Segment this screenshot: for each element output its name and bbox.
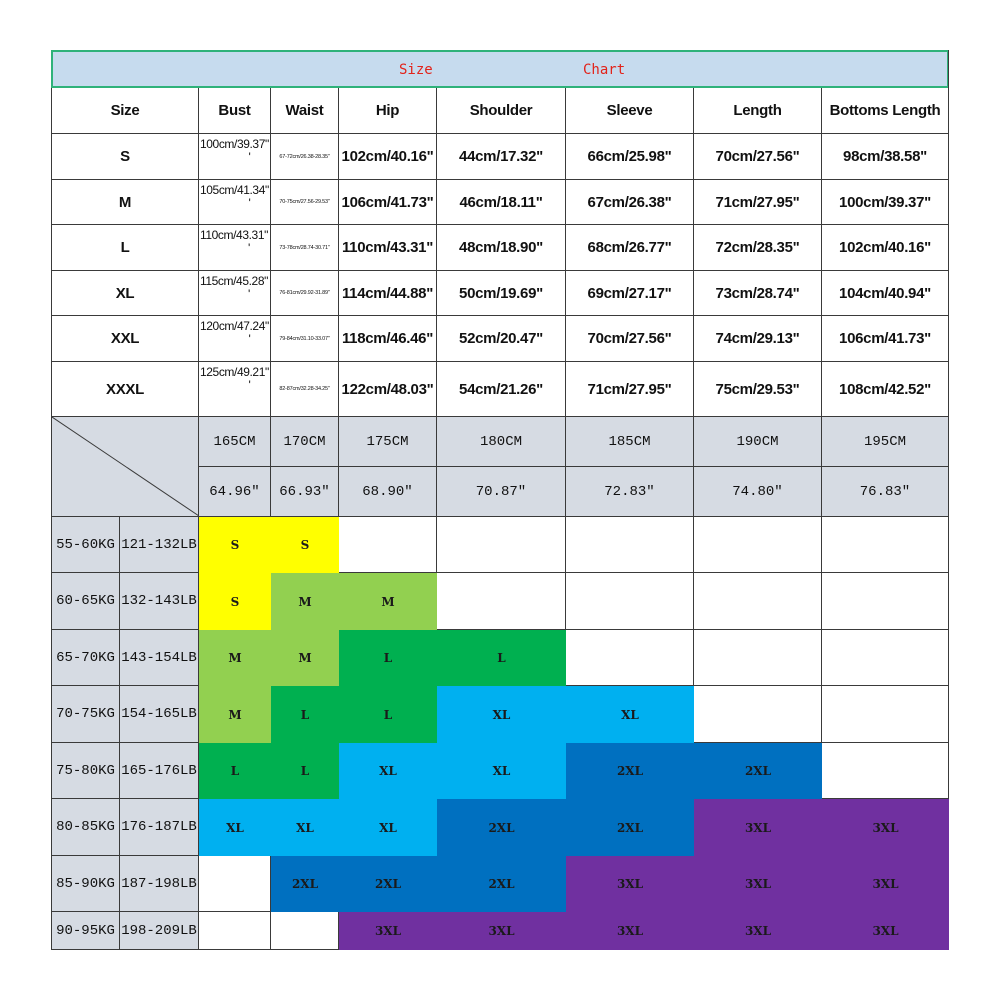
size-cell: XXL (51, 316, 199, 362)
height-cm-6: 195CM (822, 417, 949, 467)
shoulder-cell: 52cm/20.47" (437, 316, 566, 362)
header-2: Waist (271, 88, 339, 134)
size-recommendation-cell (694, 686, 822, 743)
header-7: Bottoms Length (822, 88, 949, 134)
bust-tail: ' (248, 150, 251, 164)
length-cell: 70cm/27.56" (694, 134, 822, 180)
weight-lb-1: 132-143LB (120, 573, 199, 630)
size-recommendation-cell: 2XL (566, 743, 694, 799)
height-cm-5: 190CM (694, 417, 822, 467)
size-recommendation-cell: 3XL (566, 912, 694, 950)
sleeve-cell: 71cm/27.95" (566, 362, 694, 417)
size-recommendation-cell: 2XL (694, 743, 822, 799)
header-6: Length (694, 88, 822, 134)
header-0: Size (51, 88, 199, 134)
shoulder-cell: 46cm/18.11" (437, 180, 566, 225)
size-recommendation-cell: 3XL (822, 799, 949, 856)
weight-lb-6: 187-198LB (120, 856, 199, 912)
waist-cell: 70-75cm/27.56-29.53" (271, 180, 339, 225)
size-recommendation-cell (694, 630, 822, 686)
size-recommendation-cell: 3XL (566, 856, 694, 912)
bust-tail: ' (248, 332, 251, 346)
size-recommendation-cell (822, 630, 949, 686)
weight-lb-2: 143-154LB (120, 630, 199, 686)
weight-kg-5: 80-85KG (51, 799, 120, 856)
size-recommendation-cell: M (199, 686, 271, 743)
size-recommendation-cell: 2XL (437, 799, 566, 856)
length-cell: 74cm/29.13" (694, 316, 822, 362)
size-recommendation-cell: M (199, 630, 271, 686)
bust-tail: ' (248, 196, 251, 210)
size-recommendation-cell: 3XL (694, 856, 822, 912)
size-recommendation-cell: L (339, 686, 437, 743)
size-recommendation-cell (822, 517, 949, 573)
size-recommendation-cell (822, 743, 949, 799)
size-recommendation-cell (437, 517, 566, 573)
bust-value: 120cm/47.24" (200, 319, 269, 333)
height-cm-3: 180CM (437, 417, 566, 467)
size-cell: S (51, 134, 199, 180)
header-3: Hip (339, 88, 437, 134)
bust-value: 115cm/45.28" (200, 274, 268, 288)
size-recommendation-cell: L (437, 630, 566, 686)
height-inch-4: 72.83" (566, 467, 694, 517)
height-cm-1: 170CM (271, 417, 339, 467)
size-recommendation-cell: M (271, 573, 339, 630)
size-recommendation-cell: XL (437, 686, 566, 743)
bust-cell (199, 316, 271, 362)
length-cell: 73cm/28.74" (694, 271, 822, 316)
bottoms-cell: 100cm/39.37" (822, 180, 949, 225)
size-recommendation-cell (822, 573, 949, 630)
size-recommendation-cell (566, 630, 694, 686)
bottoms-cell: 106cm/41.73" (822, 316, 949, 362)
size-recommendation-cell: XL (339, 799, 437, 856)
size-cell: L (51, 225, 199, 271)
shoulder-cell: 44cm/17.32" (437, 134, 566, 180)
hip-cell: 118cm/46.46" (339, 316, 437, 362)
size-recommendation-cell: L (271, 743, 339, 799)
sleeve-cell: 68cm/26.77" (566, 225, 694, 271)
waist-cell: 79-84cm/31.10-33.07" (271, 316, 339, 362)
bust-tail: ' (248, 241, 250, 255)
length-cell: 72cm/28.35" (694, 225, 822, 271)
sleeve-cell: 66cm/25.98" (566, 134, 694, 180)
size-recommendation-cell: 3XL (694, 912, 822, 950)
height-inch-3: 70.87" (437, 467, 566, 517)
hip-cell: 110cm/43.31" (339, 225, 437, 271)
size-recommendation-cell: XL (271, 799, 339, 856)
bottoms-cell: 102cm/40.16" (822, 225, 949, 271)
shoulder-cell: 48cm/18.90" (437, 225, 566, 271)
size-recommendation-cell: 2XL (271, 856, 339, 912)
size-recommendation-cell: L (271, 686, 339, 743)
size-recommendation-cell (566, 517, 694, 573)
shoulder-cell: 50cm/19.69" (437, 271, 566, 316)
title-size: Size (399, 62, 433, 78)
waist-cell: 76-81cm/29.92-31.89" (271, 271, 339, 316)
size-recommendation-cell: S (199, 517, 271, 573)
weight-kg-0: 55-60KG (51, 517, 120, 573)
header-4: Shoulder (437, 88, 566, 134)
hip-cell: 106cm/41.73" (339, 180, 437, 225)
weight-kg-4: 75-80KG (51, 743, 120, 799)
size-recommendation-cell: XL (566, 686, 694, 743)
size-recommendation-cell: 3XL (822, 856, 949, 912)
size-recommendation-cell: 3XL (694, 799, 822, 856)
waist-cell: 73-78cm/28.74-30.71" (271, 225, 339, 271)
bust-value: 105cm/41.34" (200, 183, 269, 197)
bust-value: 125cm/49.21" (200, 365, 269, 379)
bust-value: 100cm/39.37" (200, 137, 269, 151)
size-recommendation-cell: 2XL (339, 856, 437, 912)
bust-cell (199, 362, 271, 417)
shoulder-cell: 54cm/21.26" (437, 362, 566, 417)
size-recommendation-cell (566, 573, 694, 630)
size-chart-grid (51, 50, 949, 950)
size-recommendation-cell: L (339, 630, 437, 686)
hip-cell: 102cm/40.16" (339, 134, 437, 180)
weight-kg-7: 90-95KG (51, 912, 120, 950)
bust-tail: ' (248, 287, 250, 301)
height-inch-2: 68.90" (339, 467, 437, 517)
size-recommendation-cell: 2XL (566, 799, 694, 856)
size-cell: XL (51, 271, 199, 316)
size-recommendation-cell: XL (199, 799, 271, 856)
size-recommendation-cell (339, 517, 437, 573)
size-recommendation-cell: L (199, 743, 271, 799)
length-cell: 71cm/27.95" (694, 180, 822, 225)
header-5: Sleeve (566, 88, 694, 134)
size-recommendation-cell: 3XL (339, 912, 437, 950)
weight-lb-0: 121-132LB (120, 517, 199, 573)
height-inch-6: 76.83" (822, 467, 949, 517)
waist-cell: 82-87cm/32.28-34.25" (271, 362, 339, 417)
height-inch-1: 66.93" (271, 467, 339, 517)
diagonal-header-cell (51, 417, 199, 517)
height-inch-0: 64.96" (199, 467, 271, 517)
height-inch-5: 74.80" (694, 467, 822, 517)
bust-cell (199, 180, 271, 225)
bottoms-cell: 108cm/42.52" (822, 362, 949, 417)
bust-cell (199, 134, 271, 180)
size-cell: M (51, 180, 199, 225)
size-cell: XXXL (51, 362, 199, 417)
bust-value: 110cm/43.31" (200, 228, 268, 242)
size-recommendation-cell: 3XL (822, 912, 949, 950)
weight-kg-6: 85-90KG (51, 856, 120, 912)
size-recommendation-cell (437, 573, 566, 630)
size-recommendation-cell: XL (339, 743, 437, 799)
waist-cell: 67-72cm/26.38-28.35" (271, 134, 339, 180)
size-recommendation-cell (199, 856, 271, 912)
size-recommendation-cell (199, 912, 271, 950)
size-recommendation-cell: 3XL (437, 912, 566, 950)
weight-kg-2: 65-70KG (51, 630, 120, 686)
bust-cell (199, 225, 271, 271)
bottoms-cell: 104cm/40.94" (822, 271, 949, 316)
size-recommendation-cell (694, 573, 822, 630)
header-1: Bust (199, 88, 271, 134)
hip-cell: 122cm/48.03" (339, 362, 437, 417)
sleeve-cell: 69cm/27.17" (566, 271, 694, 316)
diagonal-line (52, 417, 200, 517)
size-recommendation-cell: S (271, 517, 339, 573)
bust-cell (199, 271, 271, 316)
height-cm-4: 185CM (566, 417, 694, 467)
weight-lb-4: 165-176LB (120, 743, 199, 799)
height-cm-0: 165CM (199, 417, 271, 467)
diagonal-stroke (52, 417, 199, 516)
size-recommendation-cell: M (271, 630, 339, 686)
height-cm-2: 175CM (339, 417, 437, 467)
hip-cell: 114cm/44.88" (339, 271, 437, 316)
sleeve-cell: 70cm/27.56" (566, 316, 694, 362)
weight-kg-3: 70-75KG (51, 686, 120, 743)
bottoms-cell: 98cm/38.58" (822, 134, 949, 180)
size-recommendation-cell (271, 912, 339, 950)
length-cell: 75cm/29.53" (694, 362, 822, 417)
weight-kg-1: 60-65KG (51, 573, 120, 630)
size-recommendation-cell: 2XL (437, 856, 566, 912)
weight-lb-3: 154-165LB (120, 686, 199, 743)
title-chart: Chart (583, 62, 626, 78)
size-recommendation-cell (694, 517, 822, 573)
size-recommendation-cell: M (339, 573, 437, 630)
weight-lb-5: 176-187LB (120, 799, 199, 856)
sleeve-cell: 67cm/26.38" (566, 180, 694, 225)
size-recommendation-cell: XL (437, 743, 566, 799)
bust-tail: ' (248, 378, 251, 392)
weight-lb-7: 198-209LB (120, 912, 199, 950)
size-recommendation-cell: S (199, 573, 271, 630)
size-recommendation-cell (822, 686, 949, 743)
